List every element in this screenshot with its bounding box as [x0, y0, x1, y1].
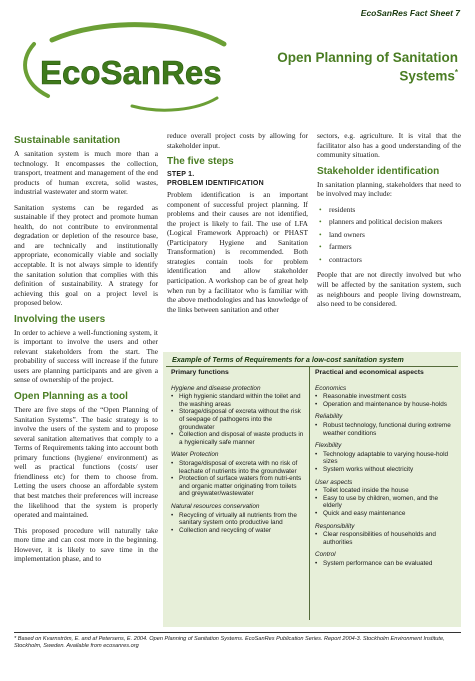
- step-label: STEP 1.: [167, 171, 195, 179]
- list-item: • System works without electricity: [315, 466, 455, 474]
- ecosanres-logo: [12, 14, 232, 124]
- list-item: • planners and political decision makers: [317, 217, 461, 227]
- paragraph: There are five steps of the “Open Planning of Sanitation Systems”. The basic strategy is to involve the users of the system and to propose several sanitation alternatives that comply to a Terms of Requirements taking into account both primary functions (hygiene/ environment) as well as practical functions (costs/ user friendliness etc) for them to choose from. Letting the users choose an affordable system that best matches their preferences will increase the likelihood that the system is properly operated and maintained.: [14, 405, 158, 520]
- paragraph: Problem identification is an important component of successful project planning. If problems and their causes are not identified, the project is likely to fail. The use of LFA (Logical Framework Approach) or PHAST (Participatory Hygiene and Sanitation Transformation) is recommended. Both strategies contain tools for problem identification and allow stakeholder participation. A workshop can be of great help when run by a facilitator who is familiar with the above methodologies and has knowledge of the links between sanitation and other: [167, 190, 308, 314]
- group-title: Hygiene and disease protection: [171, 384, 261, 392]
- document-title: [270, 50, 458, 84]
- heading-five-steps: The five steps: [167, 156, 234, 168]
- group-title: Economics: [315, 384, 347, 392]
- fact-sheet-label: EcoSanRes Fact Sheet 7: [360, 8, 460, 18]
- group-title: Natural resources conservation: [171, 502, 260, 510]
- column-2: [167, 131, 308, 320]
- paragraph: Sanitation systems can be regarded as sustainable if they protect and promote human health, do not contribute to environmental degradation or depletion of the resource base, and are technically and institutionally appropriate, economically viable and socially acceptable. It is not always simple to identify the sanitation solution that complies with this definition of sustainability. A strategy for achieving this goal on a project level is proposed below.: [14, 202, 158, 308]
- group-title: Reliability: [315, 413, 343, 421]
- requirement-list: [171, 512, 305, 535]
- list-item: • Storage/disposal of excreta without the risk of seepage of pathogens into the groundwater: [171, 408, 305, 431]
- divider: [166, 366, 458, 367]
- group-title: Control: [315, 551, 336, 559]
- stakeholder-list: [317, 205, 461, 265]
- requirement-list: [315, 560, 455, 568]
- list-item: • Robust technology, functional during extreme weather conditions: [315, 422, 455, 437]
- heading-involving-users: Involving the users: [14, 313, 106, 325]
- list-item: • Toilet located inside the house: [315, 487, 455, 495]
- list-item: • land owners: [317, 230, 461, 240]
- list-item: • System performance can be evaluated: [315, 560, 455, 568]
- paragraph: sectors, e.g. agriculture. It is vital that the facilitator also has a good understanding of the community situation.: [317, 131, 461, 160]
- column-header: Primary functions: [171, 369, 229, 376]
- paragraph: In sanitation planning, stakeholders that need to be involved may include:: [317, 179, 461, 199]
- list-item: • Storage/disposal of excreta with no risk of leachate of nutrients into the groundwater: [171, 460, 305, 475]
- heading-sustainable-sanitation: Sustainable sanitation: [14, 135, 121, 146]
- list-item: • Operation and maintenance by house-holds: [315, 401, 455, 409]
- divider: [309, 366, 310, 620]
- list-item: • Collection and disposal of waste products in a hygienically safe manner: [171, 431, 305, 446]
- paragraph: In order to achieve a well-functioning system, it is important to involve the users and other relevant stakeholders from the start. The probability of success will increase if the future users are planning participants and are given a sense of ownership of the project.: [14, 327, 158, 385]
- column-1: [14, 131, 158, 570]
- requirement-list: [171, 460, 305, 498]
- paragraph: People that are not directly involved but who will be affected by the sanitation system, such as neighbours and people living downstream, also need to be considered.: [317, 270, 461, 309]
- list-item: • Reasonable investment costs: [315, 393, 455, 401]
- requirements-box-title: Example of Terms of Requirements for a low-cost sanitation system: [172, 355, 404, 364]
- requirement-list: [315, 451, 455, 474]
- group-title: Flexibility: [315, 442, 342, 450]
- paragraph: This proposed procedure will naturally take more time and can cost more in the beginning. However, it is likely to save time in the implementation phase, and to: [14, 525, 158, 564]
- practical-aspects-column: [315, 369, 455, 567]
- primary-functions-column: [171, 369, 305, 534]
- column-header: Practical and economical aspects: [315, 369, 424, 376]
- list-item: • Recycling of virtually all nutrients from the sanitary system onto productive land: [171, 512, 305, 527]
- list-item: • farmers: [317, 242, 461, 252]
- column-3: [317, 131, 461, 315]
- group-title: Water Protection: [171, 451, 219, 459]
- title-footnote-mark: *: [454, 68, 458, 77]
- list-item: • Technology adaptable to varying house-hold sizes: [315, 451, 455, 466]
- step-title: PROBLEM IDENTIFICATION: [167, 180, 264, 188]
- heading-open-planning-tool: Open Planning as a tool: [14, 391, 128, 403]
- list-item: • Collection and recycling of water: [171, 527, 305, 535]
- footnote: * Based on Kvarnström, E. and af Petersens, E. 2004. Open Planning of Sanitation Systems. EcoSanRes Publication Series. Report 2004-3. Stockholm Environment Institute, Stockholm, Sweden. Available from ecosanres.org: [14, 636, 445, 649]
- requirement-list: [315, 393, 455, 408]
- list-item: • Protection of surface waters from nutri-ents and organic matter originating from toilets and greywater/wastewater: [171, 475, 305, 498]
- list-item: • High hygienic standard within the toilet and the washing areas: [171, 393, 305, 408]
- list-item: • Clear responsibilities of households and authorities: [315, 531, 455, 546]
- title-text: Open Planning of Sanitation Systems: [277, 50, 458, 84]
- logo-wordmark: EcoSanRes: [40, 54, 222, 91]
- requirement-list: [315, 487, 455, 517]
- list-item: • Easy to use by children, women, and the elderly: [315, 495, 455, 510]
- group-title: Responsibility: [315, 522, 355, 530]
- requirement-list: [171, 393, 305, 446]
- paragraph: A sanitation system is much more than a technology. It encompasses the collection, transport, treatment and management of the end products of human excreta, solid wastes, industrial wastewater and storm water.: [14, 149, 158, 197]
- group-title: User aspects: [315, 478, 353, 486]
- list-item: • Quick and easy maintenance: [315, 510, 455, 518]
- requirement-list: [315, 422, 455, 437]
- footnote-divider: [14, 632, 461, 633]
- list-item: • residents: [317, 205, 461, 215]
- list-item: • contractors: [317, 255, 461, 265]
- requirement-list: [315, 531, 455, 546]
- heading-stakeholder-identification: Stakeholder identification: [317, 165, 440, 177]
- paragraph: reduce overall project costs by allowing for stakeholder input.: [167, 131, 308, 150]
